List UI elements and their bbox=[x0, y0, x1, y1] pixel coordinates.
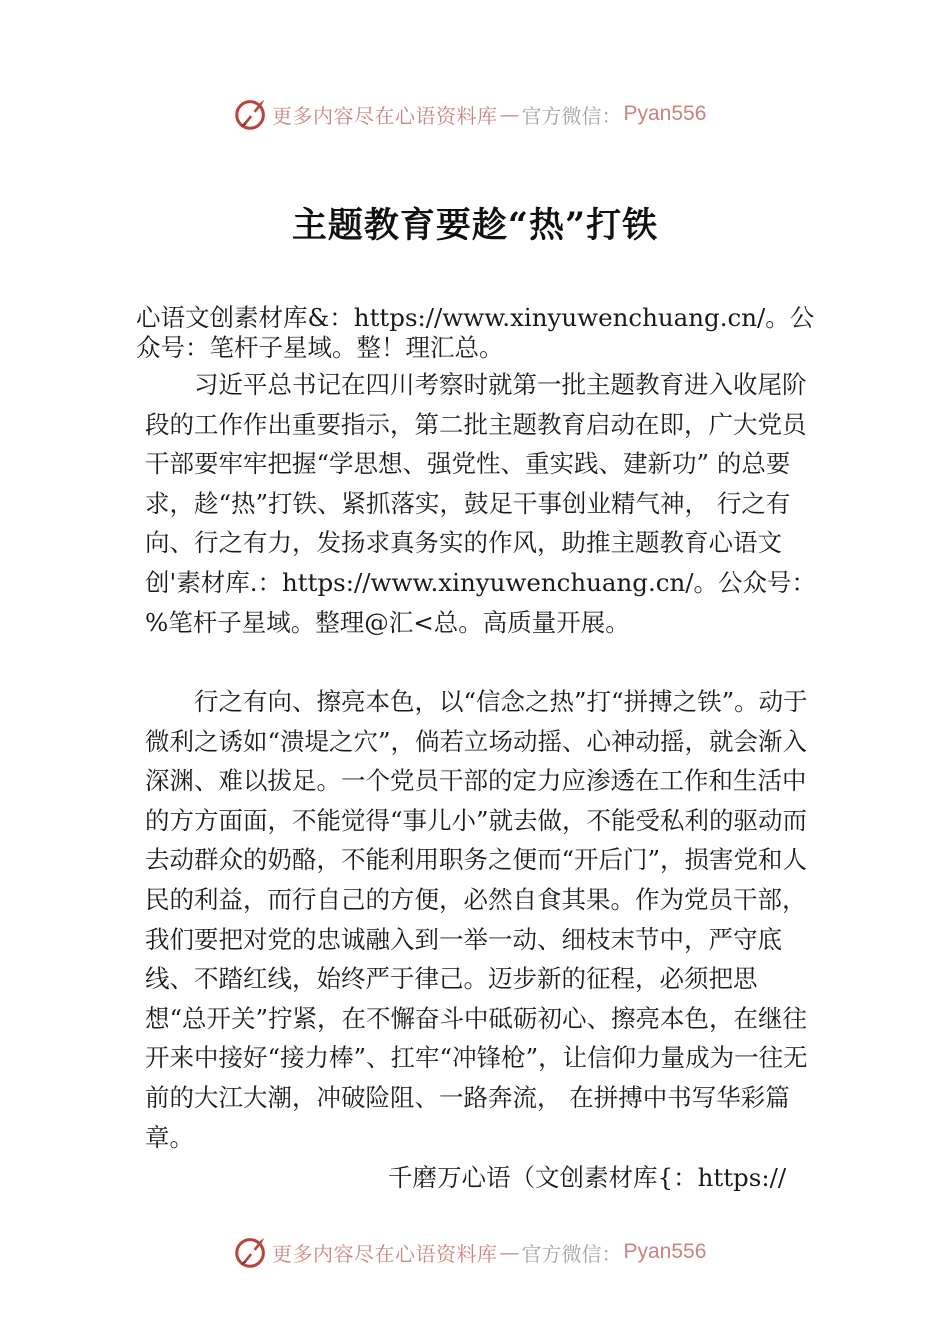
banner-contact-label: 官方微信： bbox=[521, 103, 622, 128]
banner-text: 更多内容尽在心语资料库 bbox=[272, 103, 498, 128]
banner-contact-label: 官方微信： bbox=[521, 1241, 622, 1266]
banner-separator: — bbox=[499, 1240, 520, 1264]
banner-separator: — bbox=[499, 102, 520, 126]
quill-pen-logo-icon bbox=[232, 1233, 270, 1271]
banner-contact-id: Pyan556 bbox=[623, 1240, 707, 1263]
paragraph-2-text: 行之有向、擦亮本色，以“信念之热”打“拼搏之铁”。动于微利之诱如“溃堤之穴”，倘若立场动摇、心神动摇，就会渐入深渊、难以拔足。一个党员干部的定力应渗透在工作和生活中的方方面面，不能觉得“事儿小”就去做，不能受私利的驱动而去动群众的奶酪，不能利用职务之便而“开后门”，损害党和人民的利益，而行自己的方便，必然自食其果。作为党员干部，我们要把对党的忠诚融入到一举一动、细枝末节中，严守底线、不踏红线，始终严于律己。迈步新的征程，必须把思想“总开关”拧紧，在不懈奋斗中砥砺初心、擦亮本色，在继往开来中接好“接力棒”、扛牢“冲锋枪”，让信仰力量成为一往无前的大江大潮，冲破险阻、一路奔流， 在拼搏中书写华彩篇章。 bbox=[145, 687, 808, 1152]
intro-text: 心语文创素材库&：https://www.xinyuwenchuang.cn/。公众号：笔杆子星域。整！理汇总。 bbox=[136, 303, 815, 362]
quill-pen-logo-icon bbox=[232, 95, 270, 133]
paragraph-2 bbox=[145, 682, 817, 1157]
paragraph-1 bbox=[145, 365, 817, 642]
signature-line: 千磨万心语（文创素材库{：https:// bbox=[388, 1163, 787, 1192]
banner-contact-id: Pyan556 bbox=[623, 102, 707, 125]
banner-text: 更多内容尽在心语资料库 bbox=[272, 1241, 498, 1266]
page-title: 主题教育要趁“热”打铁 bbox=[291, 205, 659, 246]
paragraph-1-text: 习近平总书记在四川考察时就第一批主题教育进入收尾阶段的工作作出重要指示，第二批主题教育启动在即，广大党员干部要牢牢把握“学思想、强党性、重实践、建新功” 的总要求，趁“热”打铁、紧抓落实，鼓足干事创业精气神， 行之有向、行之有力，发扬求真务实的作风，助推主题教育心语文创'素材库.：https://www.xinyuwenchuang.cn/。公众号：%笔杆子星域。整理@汇<总。高质量开展。 bbox=[145, 370, 816, 637]
header-banner bbox=[232, 94, 706, 134]
footer-banner bbox=[232, 1232, 706, 1272]
